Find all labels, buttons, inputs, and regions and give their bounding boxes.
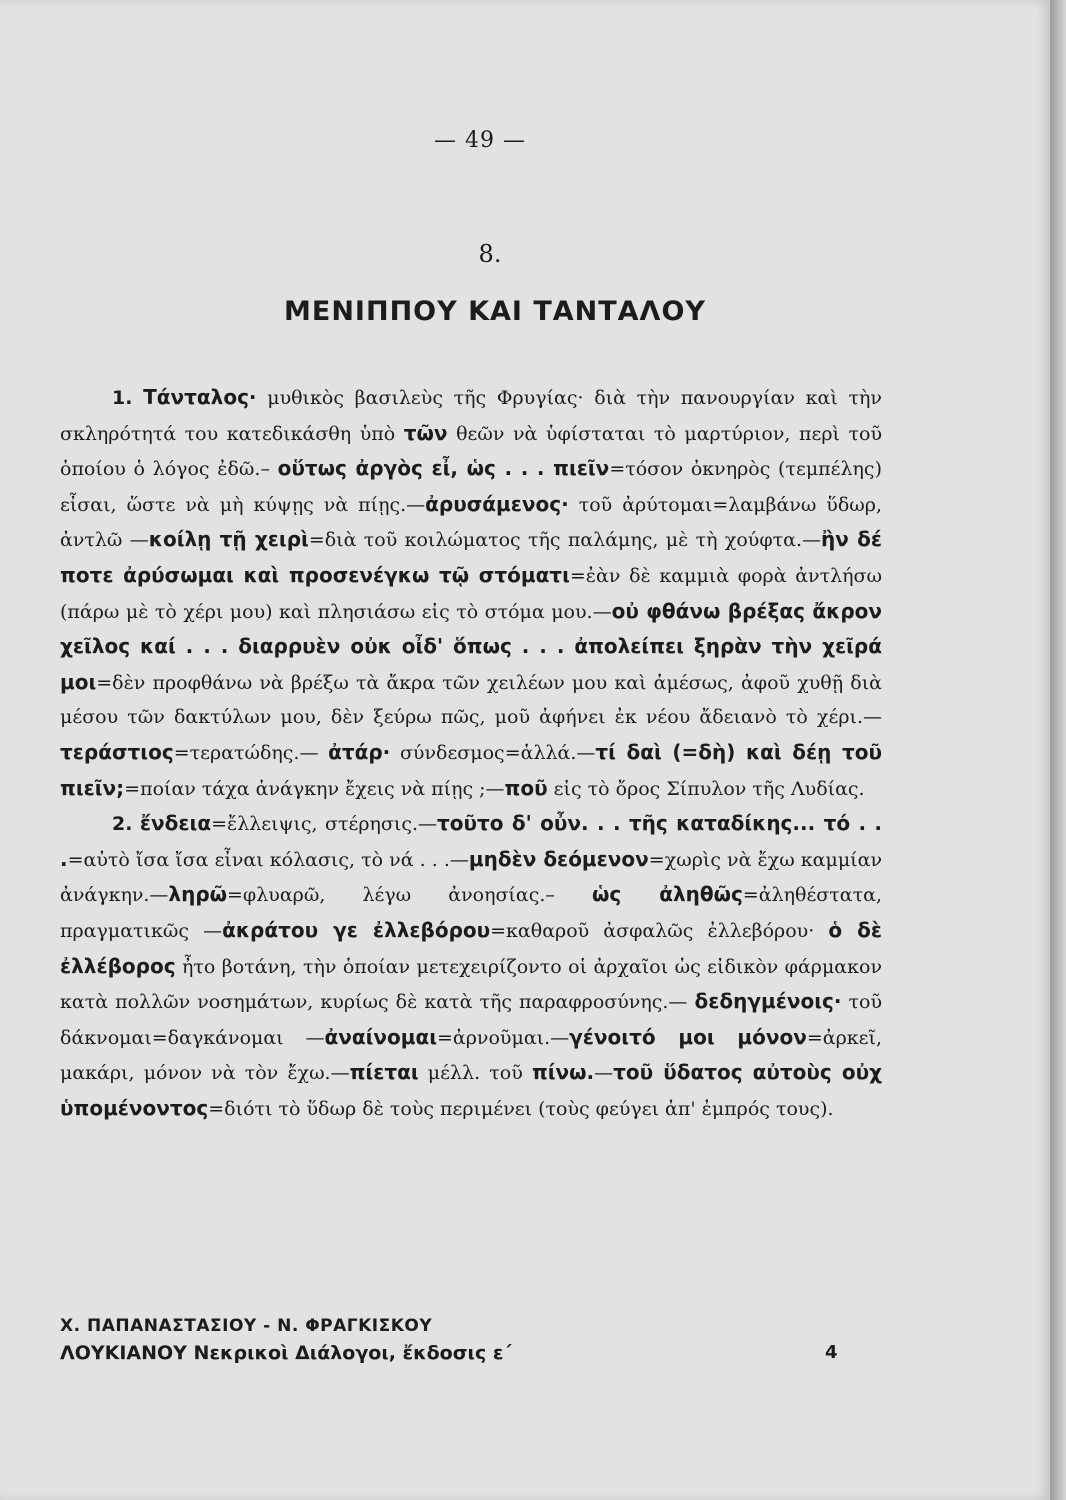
footer-authors: Χ. ΠΑΠΑΝΑΣΤΑΣΙΟΥ - Ν. ΦΡΑΓΚΙΣΚΟΥ bbox=[60, 1316, 433, 1336]
lemma: τοῦ ὕδατος αὐτοὺς οὐχ ὑπομένοντος bbox=[60, 1060, 882, 1120]
lemma: ἀτάρ· bbox=[328, 739, 391, 764]
footer-book-title: ΛΟΥΚΙΑΝΟΥ Νεκρικοὶ Διάλογοι, ἔκδοσις ε΄ bbox=[60, 1342, 512, 1364]
gloss: θεῶν νὰ ὑφίσταται τὸ μαρτύριον, περὶ τοῦ ὁποίου ὁ λόγος ἐδῶ.– bbox=[60, 422, 882, 481]
gloss: =ἀρνοῦμαι.— bbox=[437, 1026, 570, 1049]
page-footer bbox=[60, 1316, 840, 1364]
lemma: ποῦ bbox=[504, 775, 548, 800]
gloss: =διὰ τοῦ κοιλώματος τῆς παλάμης, μὲ τὴ χούφτα.— bbox=[308, 529, 822, 552]
gloss: =αὐτὸ ἴσα ἴσα εἶναι κόλασις, τὸ νά . . .— bbox=[67, 848, 469, 871]
footer-signature: 4 bbox=[825, 1342, 838, 1363]
lemma: τί δαὶ (=δὴ) καὶ δέῃ τοῦ πιεῖν; bbox=[60, 739, 882, 800]
lemma: Τάνταλος· bbox=[143, 385, 257, 409]
commentary-text bbox=[60, 380, 882, 1126]
gloss: =χωρὶς νὰ ἔχω καμμίαν ἀνάγκην.— bbox=[60, 848, 882, 907]
gloss: ἦτο βοτάνη, τὴν ὁποίαν μετεχειρίζοντο οἱ ἀρχαῖοι ὡς εἰδικὸν φάρμακον κατὰ πολλῶν νοσημάτων, κυρίως δὲ κατὰ τῆς παραφροσύνης.— bbox=[60, 955, 882, 1014]
gloss: — bbox=[594, 1062, 614, 1085]
lemma: ὡς ἀληθῶς bbox=[591, 882, 743, 907]
lemma: ληρῶ bbox=[168, 882, 228, 907]
lemma: δεδηγμένοις· bbox=[694, 989, 842, 1014]
lemma: πίεται bbox=[349, 1060, 419, 1085]
lemma: μηδὲν δεόμενον bbox=[468, 846, 649, 871]
page-edge bbox=[1050, 0, 1066, 1500]
gloss: μυθικὸς βασιλεὺς τῆς Φρυγίας· διὰ τὴν πανουργίαν καὶ τὴν σκληρότητά του κατεδικάσθη ὑπὸ bbox=[60, 387, 882, 445]
gloss: τοῦ δάκνομαι=δαγκάνομαι — bbox=[60, 991, 883, 1049]
paragraph-1 bbox=[60, 380, 882, 806]
page-number: — 49 — bbox=[434, 128, 526, 153]
lemma: τῶν bbox=[403, 420, 448, 445]
gloss: =τερατώδης.— bbox=[173, 741, 329, 764]
lemma: ἀκράτου γε ἐλλεβόρου bbox=[222, 917, 491, 942]
gloss: σύνδεσμος=ἀλλά.— bbox=[390, 741, 596, 764]
lemma: ἢν δέ ποτε ἀρύσωμαι καὶ προσενέγκω τῷ στόματι bbox=[60, 527, 883, 587]
lemma: τεράστιος bbox=[60, 739, 174, 764]
paragraph-2 bbox=[60, 806, 882, 1126]
lemma: οὐ φθάνω βρέξας ἄκρον χεῖλος καί . . . διαρρυὲν οὐκ οἶδ' ὅπως . . . ἀπολείπει ξηρὰν τὴν χεῖρά μοι bbox=[60, 598, 882, 694]
gloss: =φλυαρῶ, λέγω ἀνοησίας.– bbox=[227, 884, 592, 907]
lemma: ἀρυσάμενος· bbox=[425, 491, 569, 516]
footer-book-line bbox=[60, 1342, 840, 1364]
gloss: =τόσον ὀκνηρὸς (τεμπέλης) εἶσαι, ὥστε νὰ μὴ κύψῃς νὰ πίῃς.— bbox=[60, 458, 882, 516]
lemma: τοῦτο δ' οὖν. . . τῆς καταδίκης... τό . . . bbox=[60, 811, 883, 871]
lemma: ὁ δὲ ἐλλέβορος bbox=[60, 917, 882, 978]
lemma: ἀναίνομαι bbox=[324, 1024, 438, 1049]
gloss: =ἀρκεῖ, μακάρι, μόνον νὰ τὸν ἔχω.— bbox=[60, 1026, 882, 1085]
gloss: =ἐὰν δὲ καμμιὰ φορὰ ἀντλήσω (πάρω μὲ τὸ χέρι μου) καὶ πλησιάσω εἰς τὸ στόμα μου.— bbox=[60, 564, 882, 623]
gloss: τοῦ ἀρύτομαι=λαμβάνω ὕδωρ, ἀντλῶ — bbox=[60, 493, 882, 552]
gloss: =ἀληθέστατα, πραγματικῶς — bbox=[60, 884, 882, 942]
gloss: εἰς τὸ ὄρος Σίπυλον τῆς Λυδίας. bbox=[547, 777, 865, 800]
gloss: =καθαροῦ ἀσφαλῶς ἐλλεβόρου· bbox=[490, 919, 829, 942]
gloss: =ἔλλειψις, στέρησις.— bbox=[211, 813, 438, 836]
lemma: ἔνδεια bbox=[139, 811, 212, 836]
chapter-number: 8. bbox=[478, 240, 502, 268]
lemma: γένοιτό μοι μόνον bbox=[569, 1024, 807, 1049]
paragraph-number: 1. bbox=[112, 387, 133, 409]
lemma: οὕτως ἀργὸς εἶ, ὡς . . . πιεῖν bbox=[277, 456, 610, 481]
paragraph-number: 2. bbox=[112, 813, 133, 836]
gloss: =δὲν προφθάνω νὰ βρέξω τὰ ἄκρα τῶν χειλέων μου καὶ ἀμέσως, ἀφοῦ χυθῇ διὰ μέσου τῶν δακτύλων μου, δὲν ξεύρω πῶς, μοῦ ἀφήνει ἐκ νέου ἄδειανὸ τὸ χέρι.— bbox=[60, 671, 882, 729]
lemma: πίνω. bbox=[531, 1060, 595, 1085]
gloss: μέλλ. τοῦ bbox=[418, 1062, 532, 1085]
lemma: κοίλῃ τῇ χειρὶ bbox=[148, 527, 309, 552]
gloss: =διότι τὸ ὕδωρ δὲ τοὺς περιμένει (τοὺς φεύγει ἀπ' ἐμπρός τους). bbox=[208, 1097, 834, 1120]
chapter-title: ΜΕΝΙΠΠΟΥ ΚΑΙ ΤΑΝΤΑΛΟΥ bbox=[284, 296, 706, 327]
gloss: =ποίαν τάχα ἀνάγκην ἔχεις νὰ πίῃς ;— bbox=[124, 777, 505, 800]
